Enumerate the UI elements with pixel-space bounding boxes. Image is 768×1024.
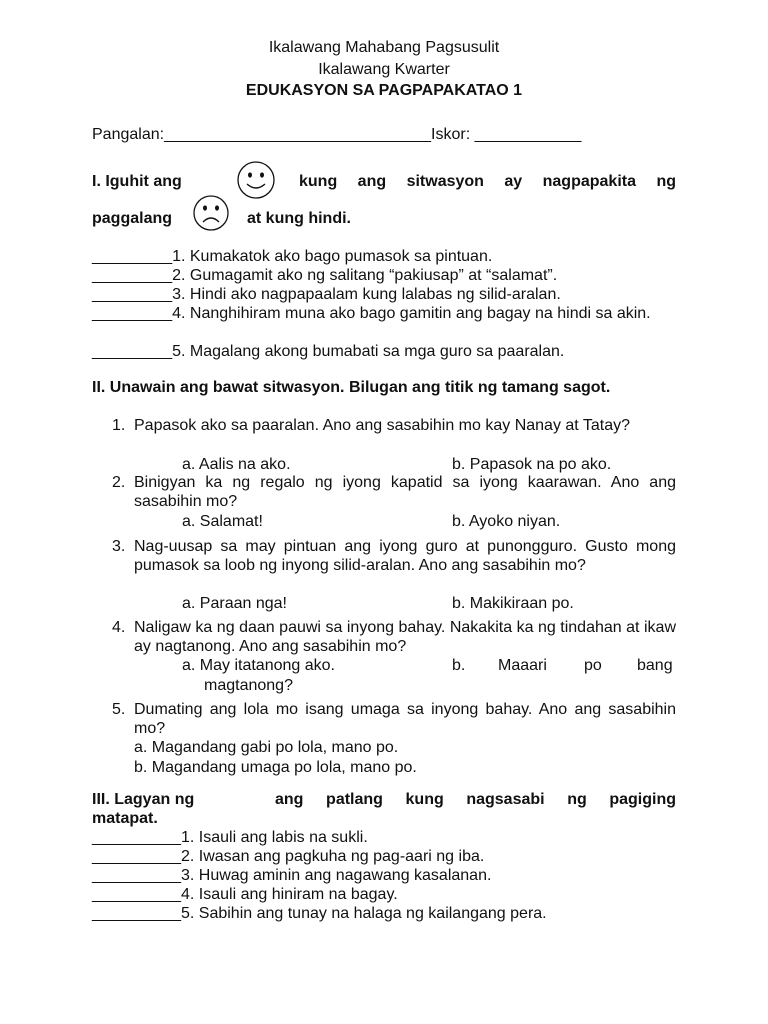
score-label: Iskor: [431,126,471,143]
section-3-title-part2: ang patlang kung nagsasabi ng pagiging [275,791,676,808]
answer-blank[interactable]: __________ [92,905,181,922]
item-text: 2. Gumagamit ako ng salitang “pakiusap” at “salamat”. [172,267,558,284]
list-item [92,904,676,923]
option-a[interactable]: a. Salamat! [182,513,263,530]
question-text: Binigyan ka ng regalo ng iyong kapatid sa iyong kaarawan. Ano ang sasabihin mo? [134,474,676,510]
subject-title: EDUKASYON SA PAGPAPAKATAO 1 [245,82,523,99]
section-1-title-part1: I. Iguhit ang [92,173,182,190]
item-text: 2. Iwasan ang pagkuha ng pag-aari ng iba. [180,848,485,865]
list-item [92,828,676,847]
list-item [92,885,676,904]
option-b-word: Maaari [498,657,547,674]
answer-blank[interactable]: __________ [92,867,181,884]
section-1-title-part4: at kung hindi. [247,210,351,227]
list-item [92,342,676,361]
option-a[interactable]: a. Aalis na ako. [182,456,291,473]
item-text: 4. Nanghihiram muna ako bago gamitin ang bagay na hindi sa akin. [172,305,651,322]
section-1-title-part2: kung ang sitwasyon ay nagpapakita ng [299,173,676,190]
section-2-title: II. Unawain ang bawat sitwasyon. Bilugan ang titik ng tamang sagot. [92,379,611,396]
list-item [92,247,676,266]
option-a[interactable]: a. Paraan nga! [182,595,287,612]
question-text: Dumating ang lola mo isang umaga sa inyong bahay. Ano ang sasabihin mo? [134,701,676,737]
score-field[interactable]: ____________ [474,126,582,143]
answer-blank[interactable]: _________ [92,305,173,322]
option-b-word: magtanong? [204,677,293,694]
question-text: Nag-uusap sa may pintuan ang iyong guro at punongguro. Gusto mong pumasok sa loob ng inyong silid-aralan. Ano ang sasabihin mo? [134,538,676,574]
question-number: 4. [112,619,126,636]
option-b[interactable]: b. Ayoko niyan. [452,513,561,530]
list-item [92,866,676,885]
question-number: 1. [112,417,126,434]
answer-blank[interactable]: _________ [92,267,173,284]
list-item [92,285,676,304]
quarter-title: Ikalawang Kwarter [318,61,450,78]
section-1-title-part3: paggalang [92,210,173,227]
name-label: Pangalan: [92,126,165,143]
item-text: 4. Isauli ang hiniram na bagay. [180,886,398,903]
item-text: 5. Sabihin ang tunay na halaga ng kailangang pera. [180,905,547,922]
question-text: Papasok ako sa paaralan. Ano ang sasabihin mo kay Nanay at Tatay? [134,417,631,434]
item-text: 5. Magalang akong bumabati sa mga guro sa paaralan. [172,343,565,360]
smiley-face-icon [236,160,276,200]
item-text: 1. Kumakatok ako bago pumasok sa pintuan. [172,248,493,265]
answer-blank[interactable]: __________ [92,848,181,865]
answer-blank[interactable]: _________ [92,343,173,360]
question-text: Naligaw ka ng daan pauwi sa inyong bahay. Nakakita ka ng tindahan at ikaw ay nagtanong. Ano ang sasabihin mo? [134,619,676,655]
option-b[interactable]: b. Papasok na po ako. [452,456,612,473]
option-b[interactable]: b. Makikiraan po. [452,595,574,612]
answer-blank[interactable]: __________ [92,886,181,903]
list-item [92,266,676,285]
option-b-letter: b. [452,657,466,674]
option-b[interactable]: b. Magandang umaga po lola, mano po. [134,759,417,776]
sad-face-icon [192,194,230,232]
name-score-line [92,125,581,144]
section-3-title-wrap: matapat. [92,810,158,827]
section-3-title-part1: III. Lagyan ng [92,791,195,808]
exam-title: Ikalawang Mahabang Pagsusulit [268,39,500,56]
item-text: 1. Isauli ang labis na sukli. [180,829,368,846]
answer-blank[interactable]: __________ [92,829,181,846]
question-number: 5. [112,701,126,718]
option-a[interactable]: a. May itatanong ako. [182,657,335,674]
option-a[interactable]: a. Magandang gabi po lola, mano po. [134,739,399,756]
question-number: 2. [112,474,126,491]
item-text: 3. Hindi ako nagpapaalam kung lalabas ng silid-aralan. [172,286,561,303]
list-item [92,304,676,323]
answer-blank[interactable]: _________ [92,248,173,265]
answer-blank[interactable]: _________ [92,286,173,303]
option-b-word: bang [637,657,673,674]
list-item [92,847,676,866]
option-b-word: po [584,657,602,674]
name-field[interactable]: ______________________________ [164,126,432,143]
question-number: 3. [112,538,126,555]
item-text: 3. Huwag aminin ang nagawang kasalanan. [180,867,492,884]
